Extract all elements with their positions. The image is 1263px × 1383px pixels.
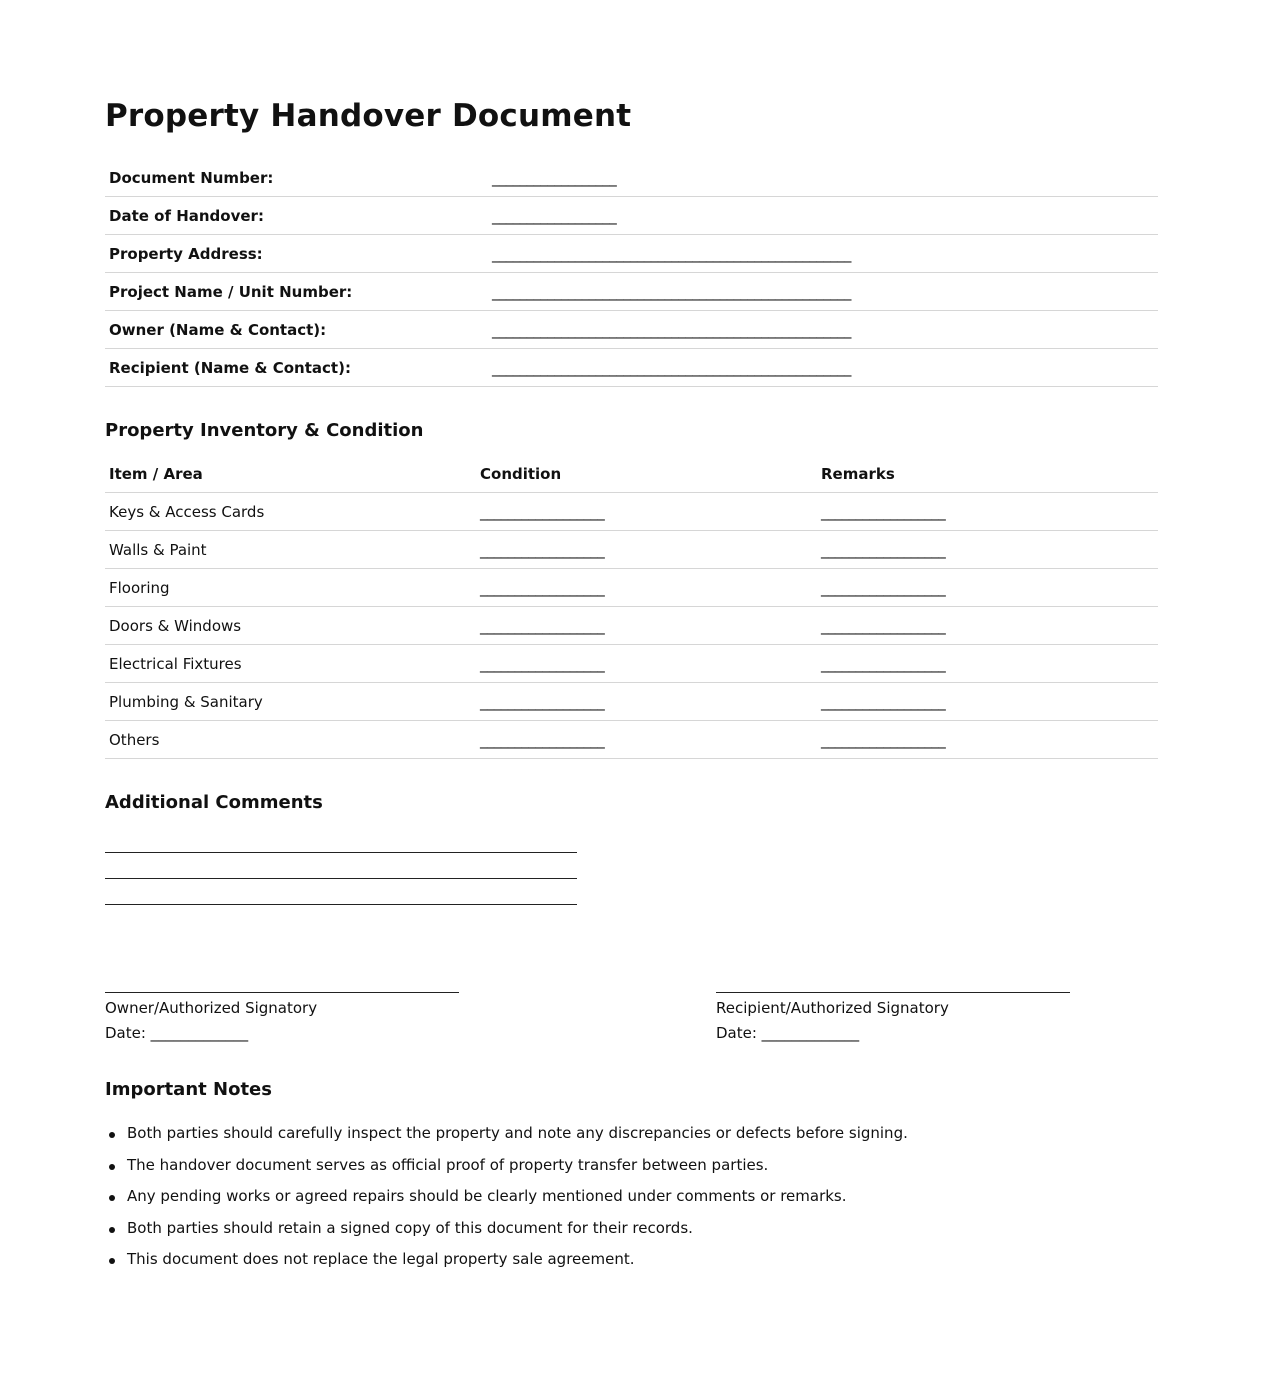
info-value-blank: __________________ xyxy=(492,169,617,187)
info-label: Date of Handover: xyxy=(109,207,264,225)
item-cell: Keys & Access Cards xyxy=(109,503,265,521)
info-label: Recipient (Name & Contact): xyxy=(109,359,351,377)
table-row xyxy=(105,683,1158,721)
owner-signature-date: Date: _____________ xyxy=(105,1024,249,1042)
info-value-blank: ____________________________________________________ xyxy=(492,321,851,339)
inventory-section-title: Property Inventory & Condition xyxy=(105,420,424,441)
info-value-blank: __________________ xyxy=(492,207,617,225)
column-header-remarks: Remarks xyxy=(821,465,895,483)
remarks-cell: __________________ xyxy=(821,503,946,521)
info-label: Owner (Name & Contact): xyxy=(109,321,327,339)
list-item: Any pending works or agreed repairs should be clearly mentioned under comments or remarks. xyxy=(105,1187,908,1219)
comment-blank-line xyxy=(105,852,577,853)
table-row xyxy=(105,645,1158,683)
remarks-cell: __________________ xyxy=(821,617,946,635)
condition-cell: __________________ xyxy=(480,579,605,597)
remarks-cell: __________________ xyxy=(821,693,946,711)
item-cell: Walls & Paint xyxy=(109,541,207,559)
owner-signature-block xyxy=(105,992,465,1042)
info-row-property-address xyxy=(105,235,1158,273)
info-label: Document Number: xyxy=(109,169,274,187)
owner-signature-line xyxy=(105,992,459,993)
recipient-signature-label: Recipient/Authorized Signatory xyxy=(716,999,949,1017)
info-label: Project Name / Unit Number: xyxy=(109,283,353,301)
remarks-cell: __________________ xyxy=(821,731,946,749)
inventory-table xyxy=(105,455,1158,759)
comment-blank-line xyxy=(105,878,577,879)
recipient-signature-line xyxy=(716,992,1070,993)
info-value-blank: ____________________________________________________ xyxy=(492,359,851,377)
recipient-signature-date: Date: _____________ xyxy=(716,1024,860,1042)
remarks-cell: __________________ xyxy=(821,579,946,597)
list-item: Both parties should carefully inspect the property and note any discrepancies or defects before signing. xyxy=(105,1124,908,1156)
condition-cell: __________________ xyxy=(480,503,605,521)
table-row xyxy=(105,721,1158,759)
remarks-cell: __________________ xyxy=(821,655,946,673)
column-header-item: Item / Area xyxy=(109,465,203,483)
list-item: This document does not replace the legal property sale agreement. xyxy=(105,1250,908,1282)
condition-cell: __________________ xyxy=(480,731,605,749)
table-row xyxy=(105,531,1158,569)
recipient-signature-block xyxy=(716,992,1076,1042)
info-row-project-name xyxy=(105,273,1158,311)
info-row-date-of-handover xyxy=(105,197,1158,235)
item-cell: Electrical Fixtures xyxy=(109,655,242,673)
item-cell: Plumbing & Sanitary xyxy=(109,693,263,711)
column-header-condition: Condition xyxy=(480,465,562,483)
condition-cell: __________________ xyxy=(480,541,605,559)
item-cell: Flooring xyxy=(109,579,170,597)
inventory-header-row xyxy=(105,455,1158,493)
list-item: Both parties should retain a signed copy of this document for their records. xyxy=(105,1219,908,1251)
notes-section-title: Important Notes xyxy=(105,1079,272,1100)
info-row-owner xyxy=(105,311,1158,349)
document-title: Property Handover Document xyxy=(105,98,632,134)
info-value-blank: ____________________________________________________ xyxy=(492,283,851,301)
condition-cell: __________________ xyxy=(480,655,605,673)
list-item: The handover document serves as official proof of property transfer between parties. xyxy=(105,1156,908,1188)
comment-blank-line xyxy=(105,904,577,905)
document-info-table xyxy=(105,159,1158,387)
table-row xyxy=(105,569,1158,607)
remarks-cell: __________________ xyxy=(821,541,946,559)
notes-list xyxy=(105,1124,908,1282)
table-row xyxy=(105,493,1158,531)
condition-cell: __________________ xyxy=(480,617,605,635)
condition-cell: __________________ xyxy=(480,693,605,711)
owner-signature-label: Owner/Authorized Signatory xyxy=(105,999,318,1017)
info-row-document-number xyxy=(105,159,1158,197)
table-row xyxy=(105,607,1158,645)
info-value-blank: ____________________________________________________ xyxy=(492,245,851,263)
item-cell: Others xyxy=(109,731,160,749)
info-label: Property Address: xyxy=(109,245,263,263)
item-cell: Doors & Windows xyxy=(109,617,242,635)
info-row-recipient xyxy=(105,349,1158,387)
comments-section-title: Additional Comments xyxy=(105,792,323,813)
